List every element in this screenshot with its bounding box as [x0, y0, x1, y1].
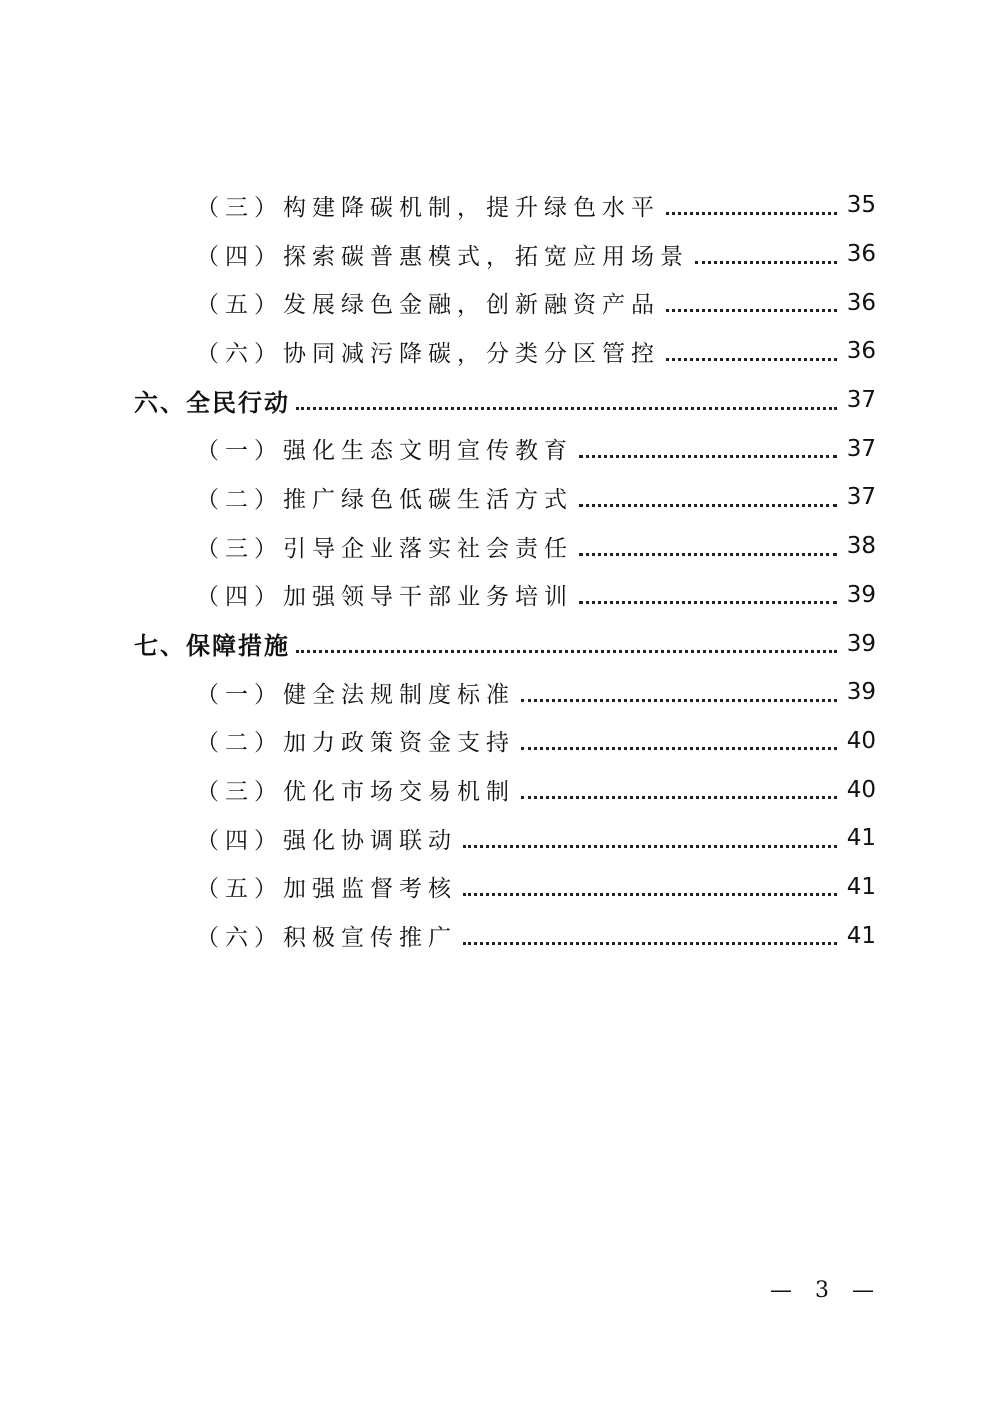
dot-leader	[521, 747, 837, 750]
dot-leader	[695, 261, 837, 264]
toc-entry-title: （三）引导企业落实社会责任	[196, 535, 573, 562]
toc-entry-page: 39	[846, 581, 876, 608]
dot-leader	[463, 942, 837, 945]
toc-entry-page: 41	[846, 873, 876, 900]
dot-leader	[521, 699, 837, 702]
toc-entry-page: 41	[846, 825, 876, 852]
toc-entry-title: （六）协同减污降碳，分类分区管控	[196, 340, 660, 367]
dot-leader	[579, 455, 837, 458]
toc-entry[interactable]	[0, 181, 876, 230]
toc-entry-page: 36	[846, 338, 876, 365]
toc-entry-page: 41	[846, 922, 876, 949]
toc-section-heading[interactable]	[0, 619, 876, 668]
toc-entry-title: （四）加强领导干部业务培训	[196, 584, 573, 611]
page-number: — 3 —	[770, 1278, 882, 1303]
dot-leader	[296, 407, 837, 410]
toc-entry-page: 36	[846, 241, 876, 268]
toc-entry[interactable]	[0, 473, 876, 522]
toc-entry[interactable]	[0, 278, 876, 327]
toc-section-title: 六、全民行动	[134, 388, 290, 417]
toc-entry-title: （四）强化协调联动	[196, 827, 457, 854]
toc-entry[interactable]	[0, 424, 876, 473]
toc-entry-page: 36	[846, 289, 876, 316]
toc-entry-page: 38	[846, 533, 876, 560]
toc-section-title: 七、保障措施	[134, 632, 290, 661]
dot-leader	[579, 504, 837, 507]
toc-entry-title: （六）积极宣传推广	[196, 925, 457, 952]
dot-leader	[579, 601, 837, 604]
toc-entry-page: 39	[846, 630, 876, 657]
table-of-contents	[0, 181, 1000, 960]
toc-entry[interactable]	[0, 765, 876, 814]
toc-entry-page: 40	[846, 776, 876, 803]
dot-leader	[521, 796, 837, 799]
toc-section-heading[interactable]	[0, 376, 876, 425]
toc-entry-title: （二）推广绿色低碳生活方式	[196, 486, 573, 513]
toc-entry-title: （一）健全法规制度标准	[196, 681, 515, 708]
toc-entry-page: 40	[846, 727, 876, 754]
toc-entry[interactable]	[0, 522, 876, 571]
toc-entry-page: 35	[846, 192, 876, 219]
dot-leader	[463, 845, 837, 848]
toc-entry[interactable]	[0, 814, 876, 863]
dot-leader	[579, 553, 837, 556]
toc-entry[interactable]	[0, 571, 876, 620]
toc-entry-title: （三）优化市场交易机制	[196, 779, 515, 806]
dot-leader	[666, 358, 837, 361]
toc-entry-title: （五）加强监督考核	[196, 876, 457, 903]
toc-entry-page: 39	[846, 679, 876, 706]
toc-entry[interactable]	[0, 863, 876, 912]
toc-entry-title: （四）探索碳普惠模式，拓宽应用场景	[196, 243, 689, 270]
dot-leader	[666, 309, 837, 312]
toc-entry-title: （五）发展绿色金融，创新融资产品	[196, 292, 660, 319]
dot-leader	[463, 893, 837, 896]
dot-leader	[296, 650, 837, 653]
toc-entry[interactable]	[0, 230, 876, 279]
toc-entry-title: （一）强化生态文明宣传教育	[196, 438, 573, 465]
toc-entry-page: 37	[846, 435, 876, 462]
toc-entry-page: 37	[846, 387, 876, 414]
toc-entry[interactable]	[0, 668, 876, 717]
dot-leader	[666, 212, 837, 215]
toc-entry-title: （二）加力政策资金支持	[196, 730, 515, 757]
toc-entry[interactable]	[0, 327, 876, 376]
toc-entry[interactable]	[0, 717, 876, 766]
toc-entry[interactable]	[0, 911, 876, 960]
toc-entry-title: （三）构建降碳机制，提升绿色水平	[196, 194, 660, 221]
toc-entry-page: 37	[846, 484, 876, 511]
